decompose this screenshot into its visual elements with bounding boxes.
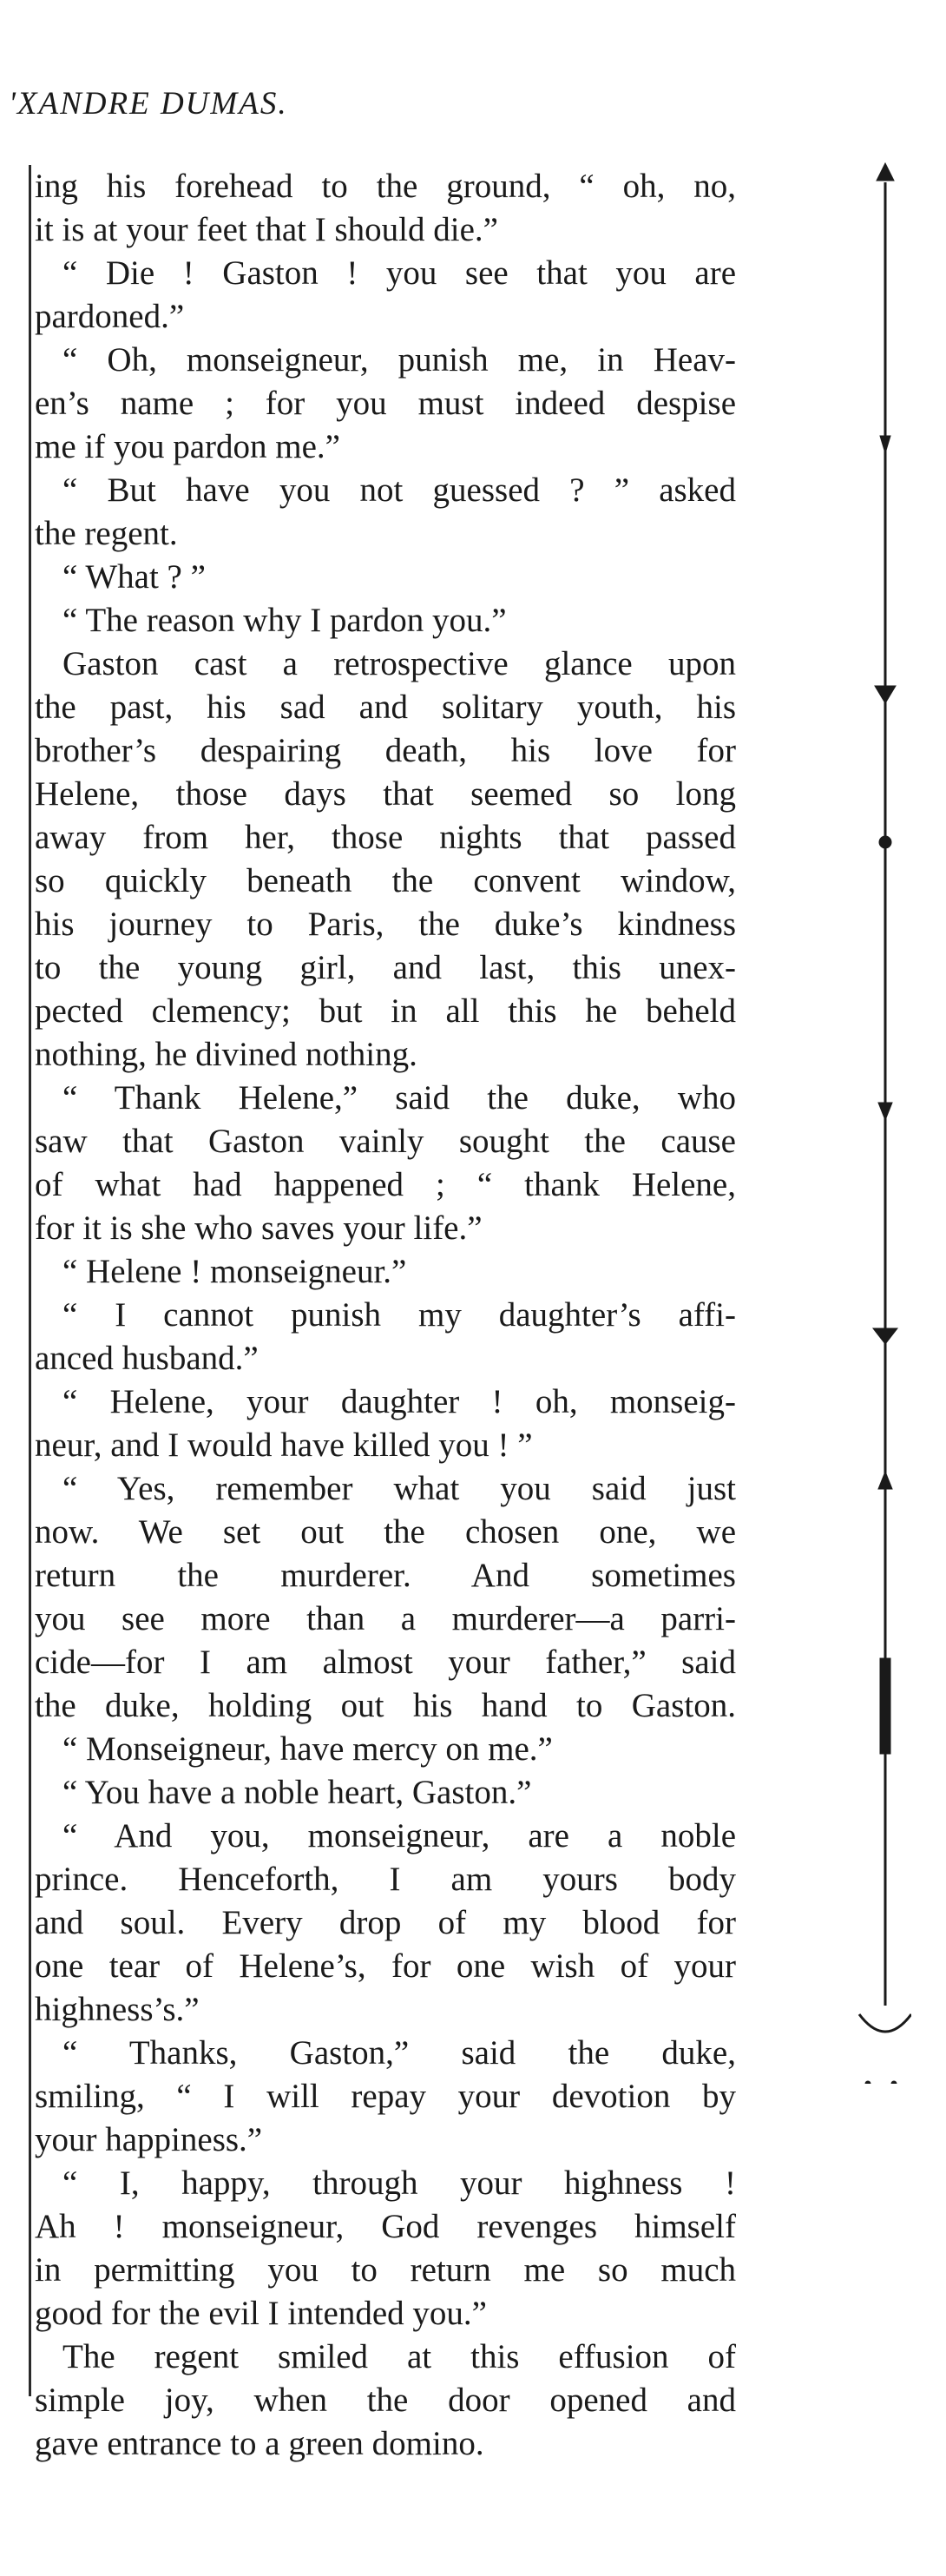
text-line: and soul. Every drop of my blood for: [35, 1904, 736, 1941]
text-line: “ What ? ”: [62, 558, 206, 596]
text-line: in permitting you to return me so much: [35, 2251, 736, 2289]
text-line: smiling, “ I will repay your devotion by: [35, 2078, 736, 2115]
text-line: “ I, happy, through your highness !: [62, 2164, 736, 2202]
text-line: brother’s despairing death, his love for: [35, 732, 736, 769]
text-line: Ah ! monseigneur, God revenges himself: [35, 2208, 736, 2245]
text-line: the past, his sad and solitary youth, his: [35, 688, 736, 726]
text-line: the regent.: [35, 515, 178, 552]
text-line: “ Die ! Gaston ! you see that you are: [62, 254, 736, 292]
text-line: The regent smiled at this effusion of: [62, 2338, 736, 2375]
text-line: of what had happened ; “ thank Helene,: [35, 1166, 736, 1203]
text-line: anced husband.”: [35, 1340, 259, 1377]
margin-ornament-rule: [807, 130, 911, 2084]
text-line: highness’s.”: [35, 1991, 200, 2028]
text-line: “ And you, monseigneur, are a noble: [62, 1817, 736, 1855]
dot-icon: [879, 836, 891, 848]
text-line: the duke, holding out his hand to Gaston.: [35, 1687, 736, 1724]
diamond-icon: [873, 1328, 897, 1344]
text-line: away from her, those nights that passed: [35, 819, 736, 856]
text-line: “ You have a noble heart, Gaston.”: [62, 1774, 532, 1811]
text-line: for it is she who saves your life.”: [35, 1209, 483, 1247]
text-line: your happiness.”: [35, 2121, 263, 2158]
text-line: “ But have you not guessed ? ” asked: [62, 471, 736, 509]
text-line: prince. Henceforth, I am yours body: [35, 1861, 736, 1898]
arrow-up-icon: [878, 1472, 892, 1489]
text-line: “ Monseigneur, have mercy on me.”: [62, 1730, 553, 1768]
text-line: gave entrance to a green domino.: [35, 2425, 484, 2462]
text-line: pardoned.”: [35, 298, 185, 335]
text-line: so quickly beneath the convent window,: [35, 862, 736, 899]
text-line: simple joy, when the door opened and: [35, 2382, 736, 2419]
flourish-icon: [859, 2014, 911, 2032]
text-line: “ Helene ! monseigneur.”: [62, 1253, 407, 1290]
ink-bar: [880, 1658, 890, 1754]
text-column: [29, 165, 736, 2462]
text-line: “ Yes, remember what you said just: [62, 1470, 736, 1507]
text-line: “ I cannot punish my daughter’s affi-: [62, 1296, 736, 1334]
text-line: it is at your feet that I should die.”: [35, 211, 498, 248]
text-line: me if you pardon me.”: [35, 428, 340, 465]
text-line: cide—for I am almost your father,” said: [35, 1644, 736, 1681]
text-line: pected clemency; but in all this he beheld: [35, 992, 736, 1030]
running-header: 'XANDRE DUMAS.: [9, 86, 288, 122]
text-line: one tear of Helene’s, for one wish of your: [35, 1947, 736, 1985]
text-line: now. We set out the chosen one, we: [35, 1513, 736, 1551]
text-line: Gaston cast a retrospective glance upon: [62, 645, 736, 682]
text-line: his journey to Paris, the duke’s kindness: [35, 906, 736, 943]
arrow-up-icon: [877, 163, 894, 181]
text-line: nothing, he divined nothing.: [35, 1036, 417, 1073]
text-line: “ Thank Helene,” said the duke, who: [62, 1079, 736, 1117]
text-line: to the young girl, and last, this unex-: [35, 949, 736, 986]
text-line: “ Helene, your daughter ! oh, monseig-: [62, 1383, 736, 1420]
text-line: Helene, those days that seemed so long: [35, 775, 736, 813]
text-line: ing his forehead to the ground, “ oh, no,: [35, 168, 736, 205]
text-line: saw that Gaston vainly sought the cause: [35, 1123, 736, 1160]
text-line: good for the evil I intended you.”: [35, 2295, 487, 2332]
text-line: neur, and I would have killed you ! ”: [35, 1426, 533, 1464]
text-line: en’s name ; for you must indeed despise: [35, 385, 736, 422]
arrow-down-icon: [875, 686, 896, 703]
text-line: “ The reason why I pardon you.”: [62, 602, 507, 639]
arrow-down-icon: [878, 1103, 892, 1120]
text-line: “ Thanks, Gaston,” said the duke,: [62, 2034, 736, 2072]
text-line: “ Oh, monseigneur, punish me, in Heav-: [62, 341, 736, 379]
text-line: return the murderer. And sometimes: [35, 1557, 736, 1594]
arrow-down-icon: [880, 436, 890, 453]
text-line: you see more than a murderer—a parri-: [35, 1600, 736, 1637]
